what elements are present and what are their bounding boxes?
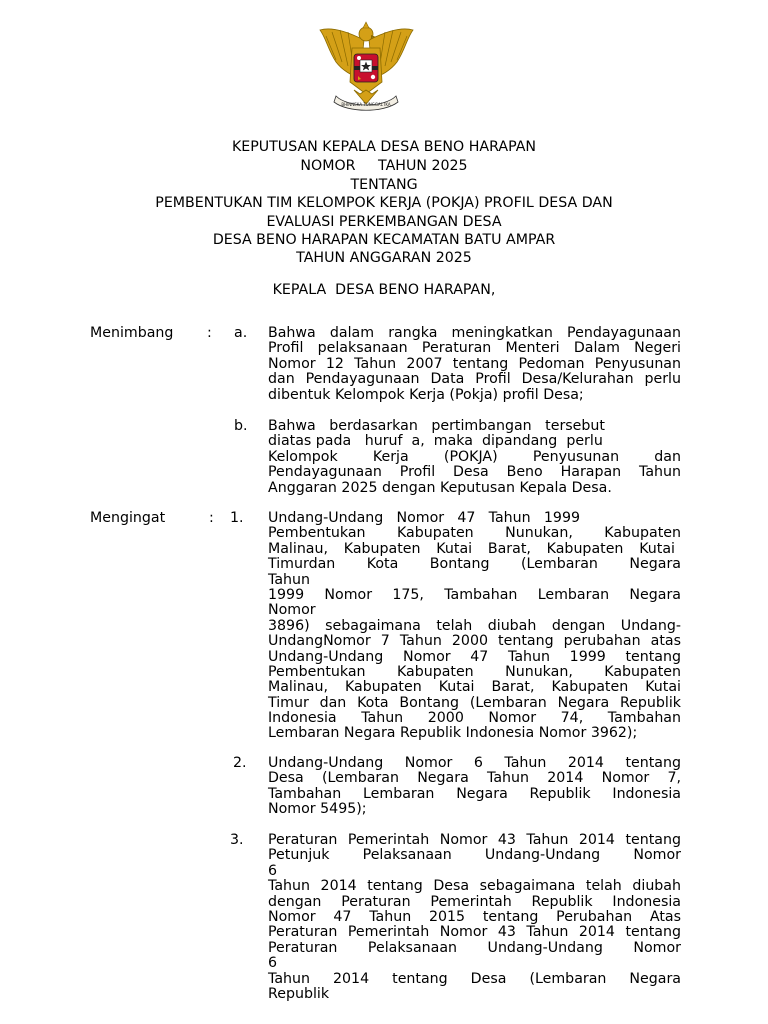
text-line: Bahwa dalam rangka meningkatkan Pendayagunaan: [268, 325, 681, 341]
menimbang-a-marker: a.: [234, 325, 248, 341]
text-line: Indonesia Tahun 2000 Nomor 74, Tambahan: [268, 710, 681, 727]
text-line: Tambahan Lembaran Negara Republik Indonesia: [268, 785, 681, 802]
title-subject-3: DESA BENO HARAPAN KECAMATAN BATU AMPAR: [212, 232, 556, 248]
title-subject-1: PEMBENTUKAN TIM KELOMPOK KERJA (POKJA) PROFIL DESA DAN: [155, 195, 613, 211]
text-line: Pembentukan Kabupaten Nunukan, Kabupaten: [268, 663, 681, 680]
signatory-heading: KEPALA DESA BENO HARAPAN,: [272, 282, 496, 298]
text-line: Pembentukan Kabupaten Nunukan, Kabupaten: [268, 525, 681, 542]
mengingat-1-marker: 1.: [230, 510, 244, 526]
menimbang-a-text: [268, 326, 681, 403]
mengingat-3-marker: 3.: [230, 832, 244, 848]
mengingat-2-marker: 2.: [233, 755, 247, 771]
text-line: Nomor 47 Tahun 2015 tentang Perubahan Atas: [268, 908, 681, 925]
text-line: Lembaran Negara Republik Indonesia Nomor 3962);: [268, 725, 638, 742]
text-line: dan Pendayagunaan Data Profil Desa/Kelurahan perlu: [268, 371, 681, 388]
mengingat-1-text: [268, 511, 681, 742]
text-line: dibentuk Kelompok Kerja (Pokja) profil Desa;: [268, 386, 584, 403]
text-line: Tahun 2014 tentang Desa (Lembaran Negara: [268, 970, 681, 987]
title-subject-2: EVALUASI PERKEMBANGAN DESA: [266, 214, 502, 230]
text-line: 6: [268, 955, 278, 972]
title-number: NOMOR TAHUN 2025: [300, 158, 468, 174]
mengingat-3-text: [268, 833, 681, 1002]
text-line: Timurdan Kota Bontang (Lembaran Negara: [268, 556, 681, 573]
text-line: Malinau, Kabupaten Kutai Barat, Kabupaten Kutai: [268, 679, 681, 696]
text-line: dengan Peraturan Pemerintah Republik Indonesia: [268, 893, 681, 910]
text-line: Pendayagunaan Profil Desa Beno Harapan Tahun: [268, 464, 681, 481]
text-line: Tahun 2014 tentang Desa sebagaimana telah diubah: [268, 878, 681, 895]
text-line: Malinau, Kabupaten Kutai Barat, Kabupaten Kutai: [268, 540, 675, 557]
text-line: Profil pelaksanaan Peraturan Menteri Dalam Negeri: [268, 340, 681, 357]
text-line: Bahwa berdasarkan pertimbangan tersebut: [268, 418, 605, 434]
text-line: Peraturan Pelaksanaan Undang-Undang Nomor: [268, 939, 681, 956]
menimbang-label: Menimbang: [90, 325, 174, 341]
text-line: Undang-Undang Nomor 6 Tahun 2014 tentang: [268, 755, 681, 771]
text-line: UndangNomor 7 Tahun 2000 tentang perubahan atas: [268, 633, 681, 650]
text-line: Desa (Lembaran Negara Tahun 2014 Nomor 7,: [268, 770, 681, 787]
text-line: Undang-Undang Nomor 47 Tahun 1999 tentang: [268, 648, 681, 665]
text-line: diatas pada huruf a, maka dipandang perlu: [268, 433, 603, 450]
mengingat-2-text: [268, 756, 681, 818]
text-line: Timur dan Kota Bontang (Lembaran Negara Republik: [268, 694, 681, 711]
text-line: Nomor 12 Tahun 2007 tentang Pedoman Penyusunan: [268, 355, 681, 372]
text-line: 1999 Nomor 175, Tambahan Lembaran Negara: [268, 586, 681, 603]
text-line: Anggaran 2025 dengan Keputusan Kepala Desa.: [268, 479, 612, 496]
text-line: Nomor 5495);: [268, 801, 367, 818]
menimbang-colon: :: [207, 325, 212, 341]
title-line-1: KEPUTUSAN KEPALA DESA BENO HARAPAN: [231, 139, 537, 155]
mengingat-label: Mengingat: [90, 510, 166, 526]
ribbon-text: BHINNEKA TUNGGAL IKA: [341, 102, 391, 107]
text-line: 6: [268, 862, 278, 879]
menimbang-b-marker: b.: [234, 418, 248, 434]
title-tentang: TENTANG: [350, 177, 418, 193]
text-line: Peraturan Pemerintah Nomor 43 Tahun 2014 tentang: [268, 832, 681, 848]
text-line: 3896) sebagaimana telah diubah dengan Undang-: [268, 617, 681, 634]
garuda-emblem: [314, 20, 419, 115]
text-line: Republik: [268, 985, 330, 1002]
text-line: Peraturan Pemerintah Nomor 43 Tahun 2014 tentang: [268, 924, 681, 941]
text-line: Kelompok Kerja (POKJA) Penyusunan dan: [268, 448, 681, 465]
mengingat-colon: :: [209, 510, 214, 526]
menimbang-b-text: [268, 419, 681, 496]
text-line: Nomor: [268, 602, 316, 619]
text-line: Petunjuk Pelaksanaan Undang-Undang Nomor: [268, 847, 681, 864]
text-line: Undang-Undang Nomor 47 Tahun 1999: [268, 510, 580, 526]
text-line: Tahun: [268, 571, 310, 588]
title-year: TAHUN ANGGARAN 2025: [296, 250, 472, 266]
